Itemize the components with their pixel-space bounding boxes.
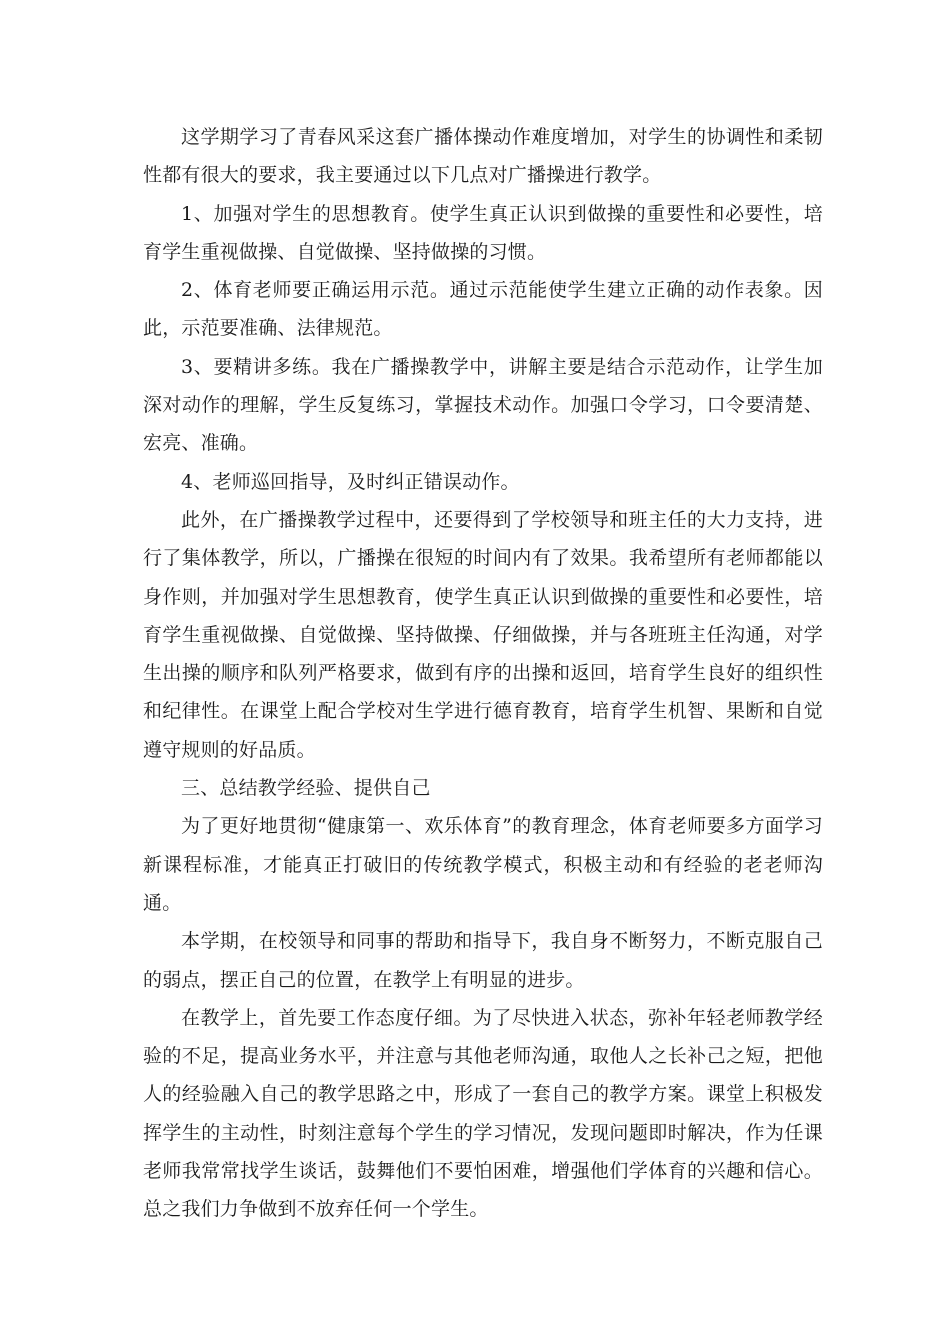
paragraph-point-3: 3、要精讲多练。我在广播操教学中，讲解主要是结合示范动作，让学生加深对动作的理解，学生反复练习，掌握技术动作。加强口令学习，口令要清楚、宏亮、准确。	[143, 355, 823, 455]
section-heading: 三、总结教学经验、提供自己	[181, 777, 431, 800]
paragraph-support: 此外，在广播操教学过程中，还要得到了学校领导和班主任的大力支持，进行了集体教学，所以，广播操在很短的时间内有了效果。我希望所有老师都能以身作则，并加强对学生思想教育，使学生真正认识到做操的重要性和必要性，培育学生重视做操、自觉做操、坚持做操、仔细做操，并与各班班主任沟通，对学生出操的顺序和队列严格要求，做到有序的出操和返回，培育学生良好的组织性和纪律性。在课堂上配合学校对生学进行德育教育，培育学生机智、果断和自觉遵守规则的好品质。	[143, 508, 823, 761]
paragraph-teaching: 在教学上，首先要工作态度仔细。为了尽快进入状态，弥补年轻老师教学经验的不足，提高业务水平，并注意与其他老师沟通，取他人之长补己之短，把他人的经验融入自己的教学思路之中，形成了一套自己的教学方案。课堂上积极发挥学生的主动性，时刻注意每个学生的学习情况，发现问题即时解决，作为任课老师我常常找学生谈话，鼓舞他们不要怕困难，增强他们学体育的兴趣和信心。总之我们力争做到不放弃任何一个学生。	[143, 1006, 823, 1221]
paragraph-point-1: 1、加强对学生的思想教育。使学生真正认识到做操的重要性和必要性，培育学生重视做操、自觉做操、坚持做操的习惯。	[143, 202, 823, 263]
paragraph-progress: 本学期，在校领导和同事的帮助和指导下，我自身不断努力，不断克服自己的弱点，摆正自己的位置，在教学上有明显的进步。	[143, 930, 823, 991]
paragraph-intro: 这学期学习了青春风采这套广播体操动作难度增加，对学生的协调性和柔韧性都有很大的要求，我主要通过以下几点对广播操进行教学。	[143, 126, 823, 187]
paragraph-philosophy: 为了更好地贯彻“健康第一、欢乐体育”的教育理念，体育老师要多方面学习新课程标准，才能真正打破旧的传统教学模式，积极主动和有经验的老老师沟通。	[143, 815, 823, 914]
document-body	[143, 118, 823, 1229]
paragraph-point-2: 2、体育老师要正确运用示范。通过示范能使学生建立正确的动作表象。因此，示范要准确、法律规范。	[143, 279, 823, 340]
paragraph-point-4: 4、老师巡回指导，及时纠正错误动作。	[181, 470, 520, 493]
